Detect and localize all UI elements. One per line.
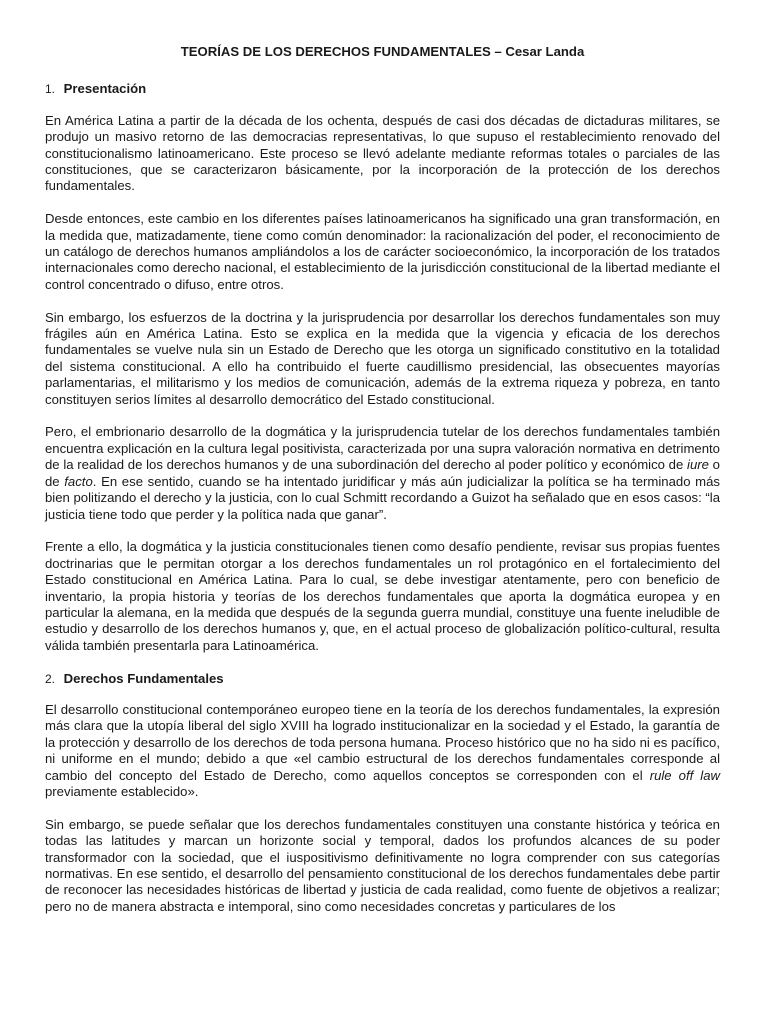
paragraph-text: previamente establecido».: [45, 783, 199, 799]
section-title: Presentación: [63, 81, 147, 97]
italic-term: iure: [687, 457, 709, 473]
section-title: Derechos Fundamentales: [63, 670, 224, 686]
section-derechos-fundamentales: [45, 671, 720, 916]
paragraph: [45, 424, 720, 522]
paragraph-text: El desarrollo constitucional contemporáneo europeo tiene en la teoría de los derechos fundamentales, la expresión más clara que la utopía liberal del siglo XVIII ha logrado institucionalizar en la sociedad y el Estado, la garantía de la protección y desarrollo de los derechos de toda persona humana. Proceso histórico que no ha sido ni es pacífico, ni uniforme en el mundo; debido a que «el cambio estructural de los derechos fundamentales corresponde al cambio del concepto del Estado de Derecho, como aquellos conceptos se corresponden con el: [45, 701, 720, 783]
paragraph: Sin embargo, se puede señalar que los derechos fundamentales constituyen una constante histórica y teórica en todas las latitudes y marcan un horizonte social y temporal, dados los profundos alcances de su poder transformador con la sociedad, que el iuspositivismo definitivamente no logra comprender con sus categorías normativas. En ese sentido, el desarrollo del pensamiento constitucional de los derechos fundamentales debe partir de reconocer las necesidades históricas de libertad y justicia de cada realidad, como fuente de objetivos a realizar; pero no de manera abstracta e intemporal, sino como necesidades concretas y particulares de los: [45, 816, 720, 914]
section-presentacion: [45, 81, 720, 654]
section-number: 1.: [45, 82, 56, 97]
paragraph-text: o de: [45, 457, 720, 489]
paragraph: [45, 702, 720, 800]
section-heading-derechos-fundamentales: [45, 671, 720, 687]
paragraph: Sin embargo, los esfuerzos de la doctrina y la jurisprudencia por desarrollar los derechos fundamentales son muy frágiles aún en América Latina. Esto se explica en la medida que la vigencia y eficacia de los derechos fundamentales se vuelve nula sin un Estado de Derecho que les otorga un significado constitutivo en la totalidad del sistema constitucional. A ello ha contribuido el fuerte caudillismo presidencial, las obsecuentes mayorías parlamentarias, el militarismo y los medios de comunicación, además de la extrema riqueza y pobreza, en tanto constituyen serios límites al desarrollo democrático del Estado constitucional.: [45, 309, 720, 407]
paragraph: Frente a ello, la dogmática y la justicia constitucionales tienen como desafío pendiente, revisar sus propias fuentes doctrinarias que le permitan otorgar a los derechos fundamentales un rol protagónico en el fortalecimiento del Estado constitucional en América Latina. Para lo cual, se debe investigar atentamente, pero con beneficio de inventario, la propia historia y teorías de los derechos fundamentales que aporta la dogmática europea y en particular la alemana, en la medida que después de la segunda guerra mundial, constituye una fuente ineludible de estudio y desarrollo de los derechos humanos y, que, en el actual proceso de globalización político-cultural, resulta válida también presentarla para Latinoamérica.: [45, 539, 720, 653]
paragraph: Desde entonces, este cambio en los diferentes países latinoamericanos ha significado una gran transformación, en la medida que, matizadamente, tiene como común denominador: la racionalización del poder, el reconocimiento de un catálogo de derechos humanos ampliándolos a los de carácter socioeconómico, la incorporación de los tratados internacionales como derecho nacional, el establecimiento de la jurisdicción constitucional de la libertad mediante el control concentrado o difuso, entre otros.: [45, 211, 720, 292]
paragraph-text: . En ese sentido, cuando se ha intentado juridificar y más aún judicializar la política se ha terminado más bien politizando el derecho y la justicia, con lo cual Schmitt recordando a Guizot ha señalado que en esos casos: “la justicia tiene todo que perder y la política nada que ganar”.: [45, 473, 720, 522]
section-number: 2.: [45, 671, 56, 686]
section-heading-presentacion: [45, 81, 720, 97]
italic-term: rule off law: [649, 767, 720, 783]
italic-term: facto: [64, 473, 93, 489]
document-title: TEORÍAS DE LOS DERECHOS FUNDAMENTALES – Cesar Landa: [180, 44, 585, 59]
paragraph: En América Latina a partir de la década de los ochenta, después de casi dos décadas de dictaduras militares, se produjo un masivo retorno de las democracias representativas, lo que supuso el restablecimiento renovado del constitucionalismo latinoamericano. Este proceso se llevó adelante mediante reformas totales o parciales de las constituciones, que se caracterizaron básicamente, por la incorporación de la protección de los derechos fundamentales.: [45, 112, 720, 194]
paragraph-text: Pero, el embrionario desarrollo de la dogmática y la jurisprudencia tutelar de los derechos fundamentales también encuentra explicación en la cultura legal positivista, caracterizada por una supra valoración normativa en detrimento de la realidad de los derechos humanos y de una subordinación del derecho al poder político y económico de: [45, 424, 720, 473]
